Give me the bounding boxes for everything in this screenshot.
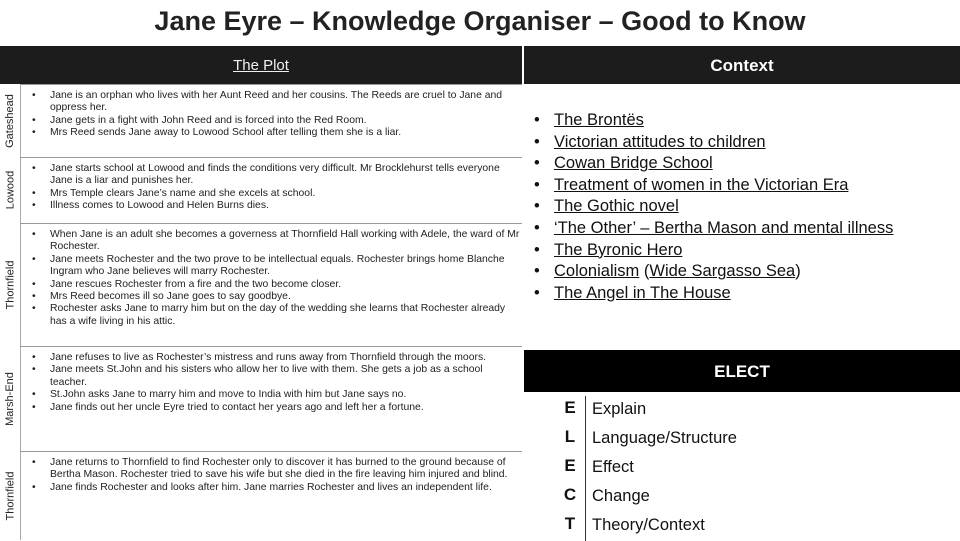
plot-point: • Jane rescues Rochester from a fire and the two become closer.	[20, 279, 522, 291]
elect-letter: E	[564, 456, 576, 475]
plot-point: • Jane meets St.John and his sisters who allow her to live with them. She gets a job as a school teacher.	[20, 364, 522, 389]
context-list	[533, 110, 953, 304]
section-label-thornfield	[0, 451, 20, 540]
elect-row-theory-context	[555, 512, 955, 541]
title-bar	[0, 0, 960, 46]
context-header-label: Context	[710, 56, 774, 75]
plot-point: • St.John asks Jane to marry him and move to India with him but Jane says no.	[20, 389, 522, 401]
plot-point: • Rochester asks Jane to marry him but on the day of the wedding she learns that Rochester already has a wife living in his attic.	[20, 303, 522, 328]
context-item	[533, 110, 953, 132]
plot-point: • Jane finds Rochester and looks after him. Jane marries Rochester and lives an independent life.	[20, 482, 522, 494]
plot-section	[20, 223, 522, 347]
plot-point: • Mrs Reed sends Jane away to Lowood School after telling them she is a liar.	[20, 127, 522, 139]
context-link[interactable]: The Gothic novel	[554, 197, 679, 216]
section-label-text: Thornfield	[4, 260, 17, 309]
plot-point: • Jane finds out her uncle Eyre tried to contact her years ago and left her a fortune.	[20, 402, 522, 414]
context-item	[533, 175, 953, 197]
plot-point: • When Jane is an adult she becomes a governess at Thornfield Hall working with Adele, the ward of Mr Rochester.	[20, 229, 522, 254]
elect-letter: L	[564, 427, 576, 446]
plot-header-link[interactable]: The Plot	[233, 57, 289, 74]
elect-word: Theory/Context	[592, 516, 705, 534]
elect-word: Explain	[592, 400, 647, 418]
context-item	[533, 132, 953, 154]
context-item	[533, 283, 953, 305]
context-header	[524, 46, 960, 84]
plot-point: • Jane starts school at Lowood and finds the conditions very difficult. Mr Brocklehurst tells everyone Jane is a liar and punishes her.	[20, 163, 522, 188]
context-link[interactable]: Wide Sargasso Sea	[649, 262, 796, 281]
elect-divider	[585, 454, 586, 483]
context-item	[533, 218, 953, 240]
plot-header[interactable]	[0, 46, 522, 84]
plot-point: • Illness comes to Lowood and Helen Burns dies.	[20, 200, 522, 212]
plot-section	[20, 157, 522, 224]
plot-point: • Jane returns to Thornfield to find Rochester only to discover it has burned to the ground because of Bertha Mason. Rochester tried to save his wife but she died in the fire leaving him injured and blind.	[20, 457, 522, 482]
elect-word: Effect	[592, 458, 634, 476]
context-text: )	[795, 262, 801, 281]
elect-letter: C	[563, 485, 577, 504]
elect-letter: E	[564, 398, 576, 417]
elect-divider	[585, 425, 586, 454]
elect-row-language-structure	[555, 425, 955, 454]
plot-section	[20, 451, 522, 541]
section-label-lowood	[0, 157, 20, 223]
plot-section	[20, 346, 522, 452]
context-text: (	[639, 262, 650, 281]
context-link[interactable]: Cowan Bridge School	[554, 154, 713, 173]
section-label-gateshead	[0, 84, 20, 157]
elect-word: Language/Structure	[592, 429, 737, 447]
plot-point: • Jane refuses to live as Rochester’s mistress and runs away from Thornfield through the moors.	[20, 352, 522, 364]
plot-point: • Jane gets in a fight with John Reed and is forced into the Red Room.	[20, 115, 522, 127]
section-label-marsh-end	[0, 346, 20, 451]
elect-row-explain	[555, 396, 955, 425]
context-item	[533, 240, 953, 262]
context-link[interactable]: The Brontës	[554, 111, 644, 129]
plot-point: • Mrs Reed becomes ill so Jane goes to say goodbye.	[20, 291, 522, 303]
section-label-text: Gateshead	[4, 93, 17, 148]
page-title: Jane Eyre – Knowledge Organiser – Good to Know	[154, 6, 806, 36]
elect-letter: T	[564, 514, 576, 533]
context-item	[533, 261, 953, 283]
elect-row-change	[555, 483, 955, 512]
plot-point: • Jane meets Rochester and the two prove to be intellectual equals. Rochester brings home Blanche Ingram who Jane believes will marry Rochester.	[20, 254, 522, 279]
context-link[interactable]: ‘The Other’ – Bertha Mason and mental illness	[554, 218, 894, 237]
context-link[interactable]: Treatment of women in the Victorian Era	[554, 175, 849, 194]
context-link[interactable]: The Byronic Hero	[554, 240, 683, 259]
context-link[interactable]: Victorian attitudes to children	[554, 132, 766, 151]
context-link[interactable]: The Angel in The House	[554, 283, 731, 302]
plot-section	[20, 84, 522, 158]
section-label-thornfield	[0, 223, 20, 346]
section-label-text: Lowood	[4, 170, 17, 210]
context-item	[533, 196, 953, 218]
plot-point: • Jane is an orphan who lives with her Aunt Reed and her cousins. The Reeds are cruel to Jane and oppress her.	[20, 90, 522, 115]
elect-divider	[585, 396, 586, 425]
elect-header-label: ELECT	[714, 362, 770, 381]
section-label-text: Marsh-End	[4, 371, 17, 426]
elect-divider	[585, 512, 586, 541]
elect-row-effect	[555, 454, 955, 483]
section-label-text: Thornfield	[4, 471, 17, 520]
plot-point: • Mrs Temple clears Jane’s name and she excels at school.	[20, 188, 522, 200]
elect-word: Change	[592, 487, 650, 505]
elect-divider	[585, 483, 586, 512]
context-link[interactable]: Colonialism	[554, 262, 640, 281]
context-item	[533, 153, 953, 175]
elect-header	[524, 350, 960, 392]
